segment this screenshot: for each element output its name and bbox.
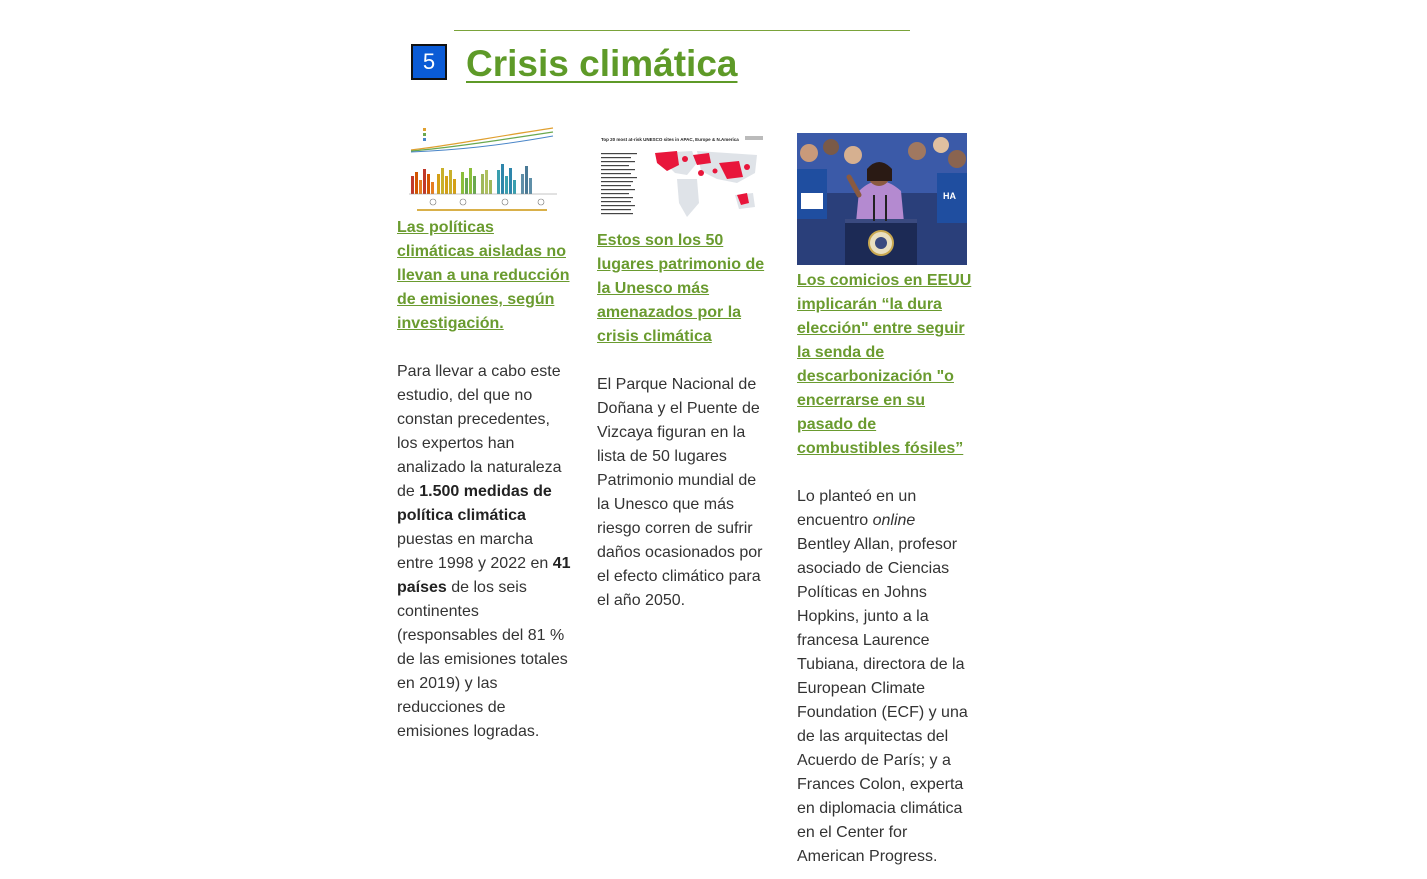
- article-3-body: [797, 485, 973, 869]
- section-title[interactable]: Crisis climática: [466, 43, 738, 84]
- article-2-map-thumbnail[interactable]: [597, 133, 767, 225]
- article-card-3: [797, 133, 973, 869]
- svg-text:HA: HA: [943, 191, 956, 201]
- article-3-headline-link[interactable]: Los comicios en EEUU implicarán “la dura elección" entre seguir la senda de descarbonización "o encerrarse en su pasado de combustibles fósiles”: [797, 272, 972, 457]
- article-1-chart-thumbnail[interactable]: [397, 124, 567, 214]
- article-2-body-text-1: El Parque Nacional de Doñana y el Puente de Vizcaya figuran en la lista de 50 lugares Patrimonio mundial de la Unesco que más riesgo corren de sufrir daños ocasionados por el efecto climático para el año 2050.: [597, 376, 763, 609]
- article-3-body-text-1: Lo planteó en un encuentro: [797, 488, 917, 529]
- article-2-headline-link[interactable]: Estos son los 50 lugares patrimonio de la Unesco más amenazados por la crisis climática: [597, 232, 765, 345]
- article-3-photo[interactable]: [797, 133, 967, 265]
- article-1-body-text-3: de los seis continentes (responsables del 81 % de las emisiones totales en 2019) y las reducciones de emisiones logradas.: [397, 579, 568, 740]
- article-1-body: [397, 360, 573, 744]
- article-1-body-text-1: Para llevar a cabo este estudio, del que no constan precedentes, los expertos han analizado la naturaleza de: [397, 363, 562, 500]
- article-3-body-text-2: Bentley Allan, profesor asociado de Ciencias Políticas en Johns Hopkins, junto a la francesa Laurence Tubiana, directora de la European Climate Foundation (ECF) y una de las arquitectas del Acuerdo de París; y a Frances Colon, experta en diplomacia climática en el Center for American Progress.: [797, 536, 968, 865]
- article-1-body-text-2: puestas en marcha entre 1998 y 2022 en: [397, 531, 553, 572]
- article-2-image-caption: Top 20 most at-risk UNESCO sites in APAC, Europe & N.America: [601, 137, 739, 142]
- section-number-badge: 5: [411, 44, 447, 80]
- article-3-body-italic: online: [872, 512, 916, 529]
- article-1-body-bold-2: 41 países: [397, 555, 571, 596]
- article-1-headline-link[interactable]: Las políticas climáticas aisladas no llevan a una reducción de emisiones, según investigación.: [397, 219, 570, 332]
- article-card-1: [397, 124, 573, 744]
- article-1-body-bold-1: 1.500 medidas de política climática: [397, 483, 552, 524]
- article-card-2: [597, 133, 773, 613]
- section-divider: [454, 30, 910, 31]
- article-2-body: [597, 373, 773, 613]
